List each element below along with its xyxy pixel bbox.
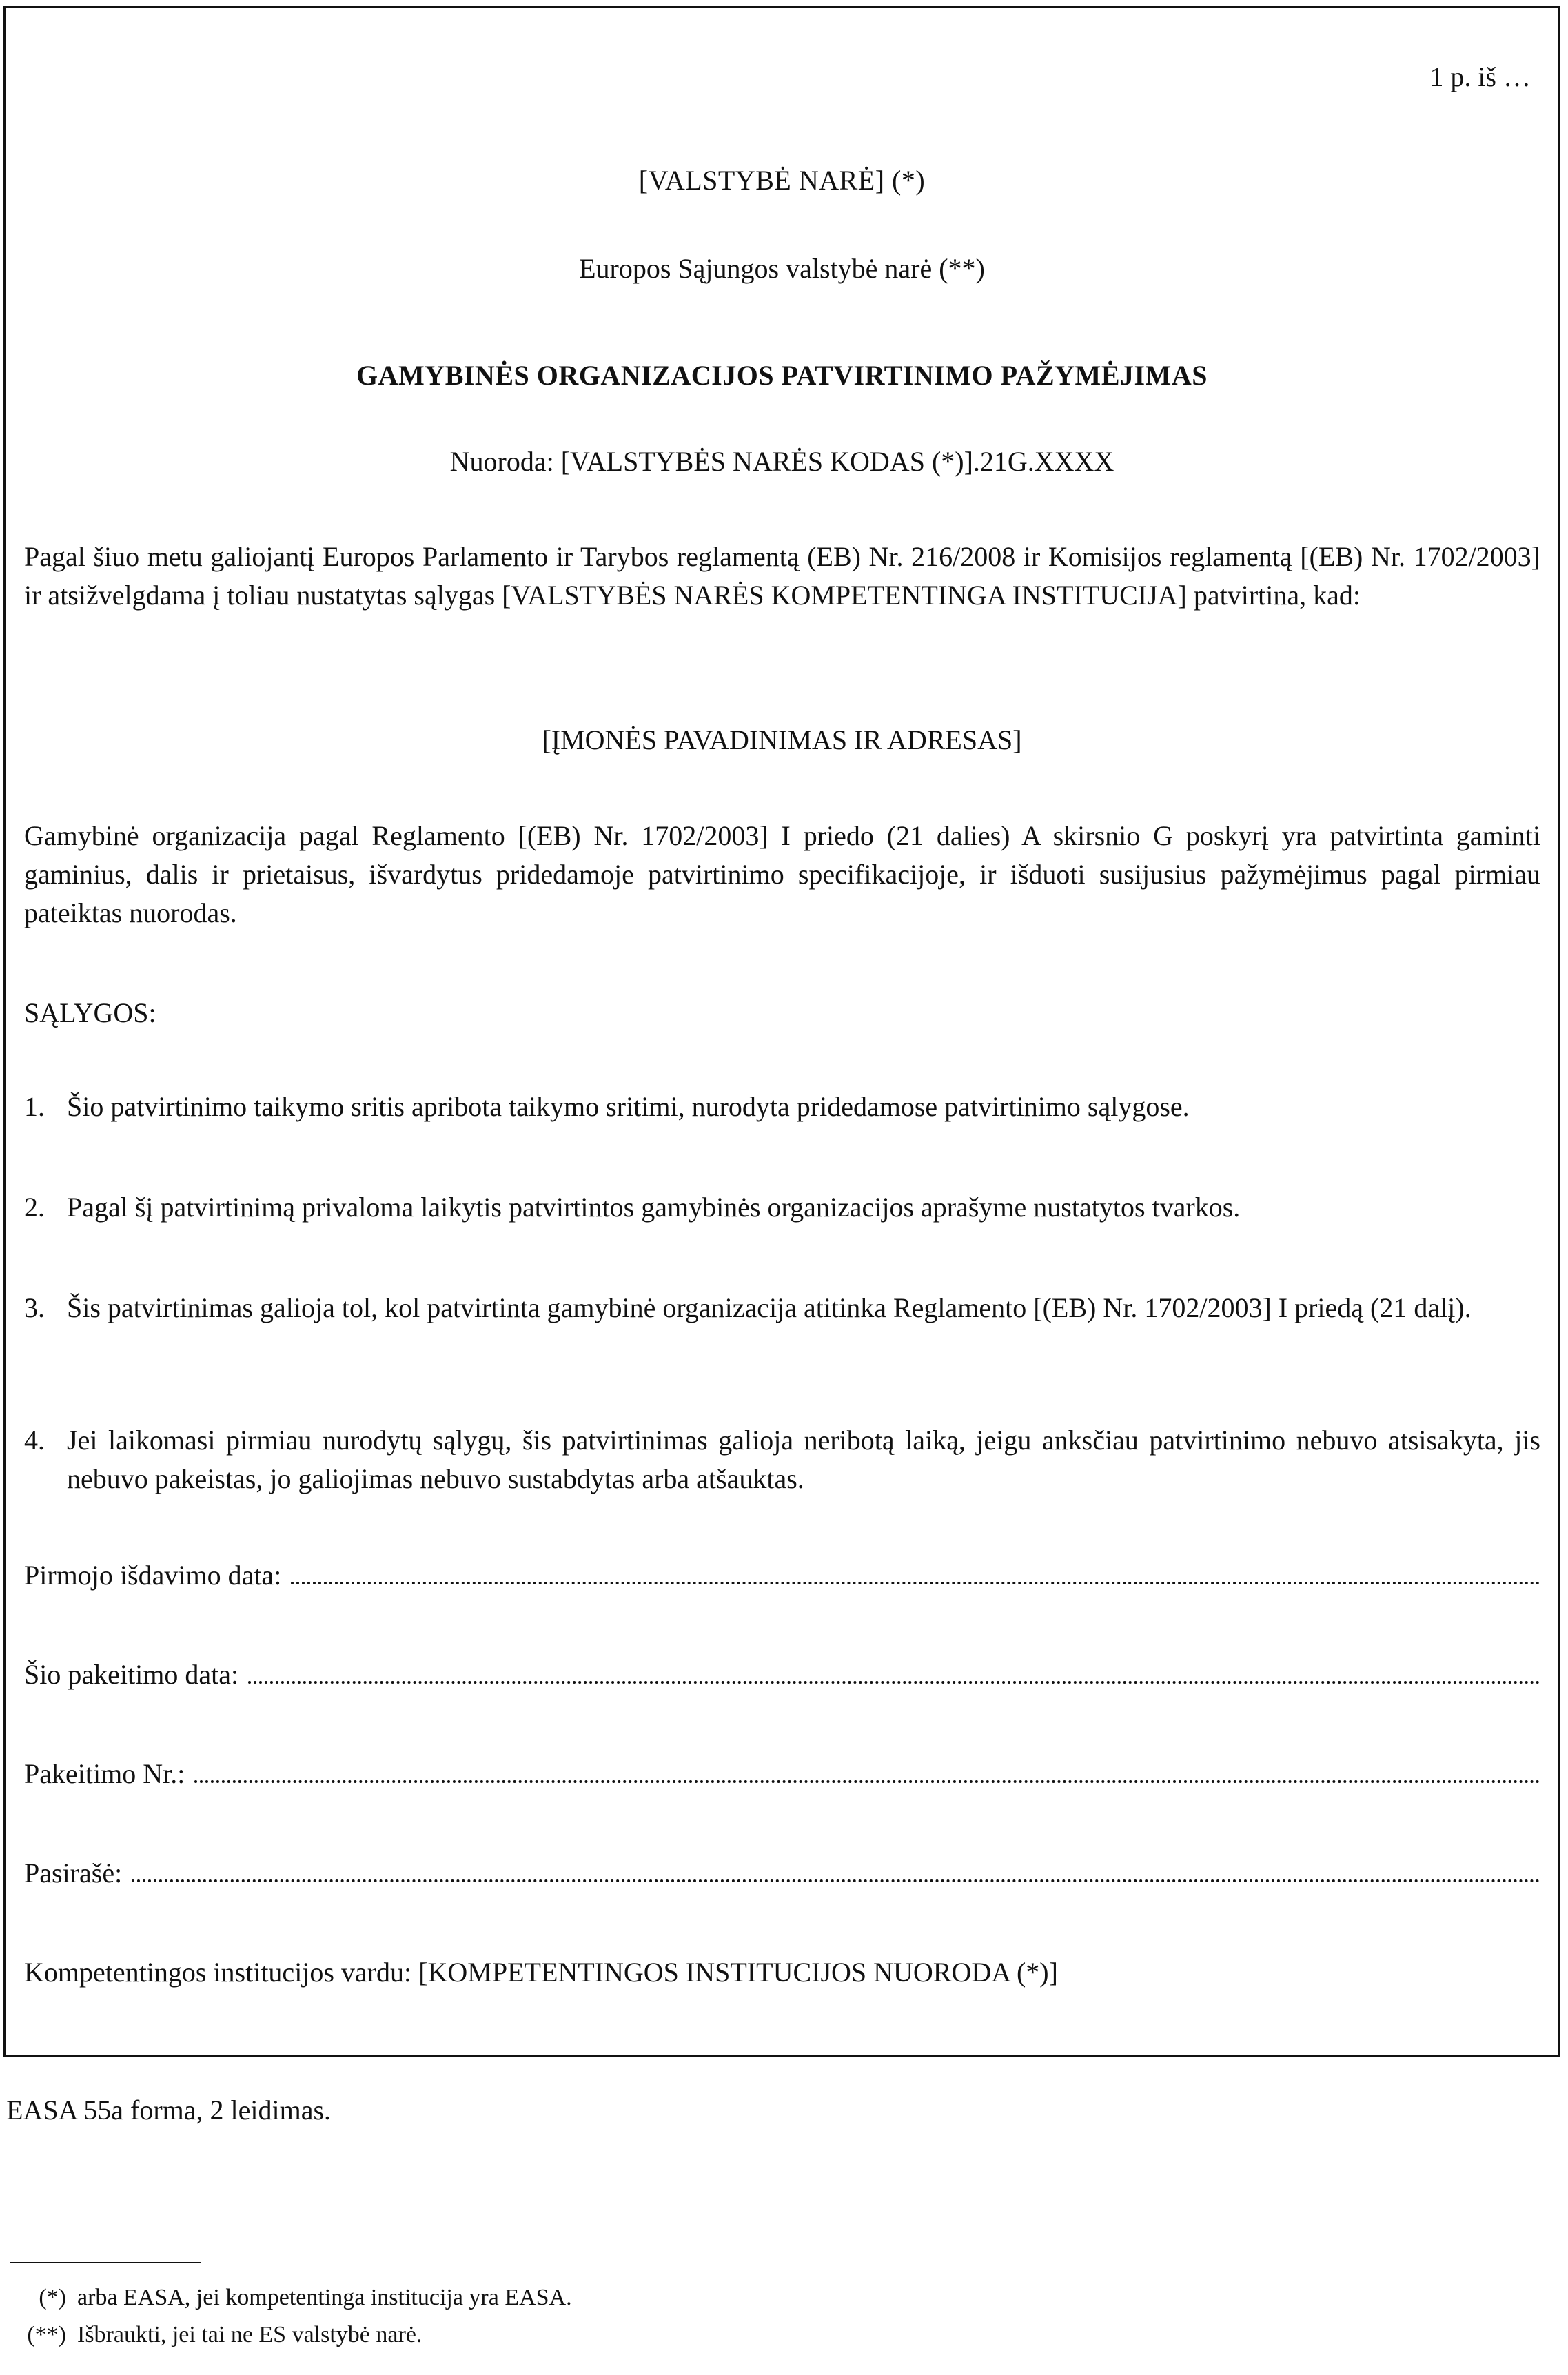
- certificate-form-frame: [3, 6, 1560, 2057]
- member-state-heading: [VALSTYBĖ NARĖ] (*): [638, 165, 926, 196]
- condition-item: [24, 1289, 1540, 1327]
- footnote-mark: (**): [27, 2322, 66, 2347]
- footnote-item: [0, 2283, 572, 2313]
- footnote-divider: [10, 2262, 201, 2263]
- competent-authority-line: Kompetentingos institucijos vardu: [KOMPETENTINGOS INSTITUCIJOS NUORODA (*)]: [24, 1957, 1058, 1988]
- amendment-number-label: Pakeitimo Nr.:: [24, 1758, 185, 1789]
- amendment-date-blank[interactable]: [248, 1656, 1540, 1684]
- approval-statement: Gamybinė organizacija pagal Reglamento [(EB) Nr. 1702/2003] I priedo (21 dalies) A skirsnio G poskyrį yra patvirtinta gaminti gaminius, dalis ir prietaisus, išvardytus pridedamoje patvirtinimo specifikacijoje, ir išduoti susijusius pažymėjimus pagal pirmiau pateiktas nuorodas.: [24, 820, 1540, 928]
- eu-member-state-line: Europos Sąjungos valstybė narė (**): [579, 253, 985, 284]
- amendment-date-field[interactable]: [24, 1655, 1540, 1694]
- signature-field[interactable]: [24, 1854, 1540, 1893]
- condition-text: Jei laikomasi pirmiau nurodytų sąlygų, šis patvirtinimas galioja neribotą laiką, jeigu anksčiau patvirtinimo nebuvo atsisakyta, jis nebuvo pakeistas, jo galiojimas nebuvo sustabdytas arba atšauktas.: [67, 1425, 1540, 1494]
- footnote-mark: (*): [39, 2285, 66, 2310]
- first-issue-date-blank[interactable]: [291, 1557, 1540, 1584]
- condition-item: [24, 1421, 1540, 1498]
- reference-line: Nuoroda: [VALSTYBĖS NARĖS KODAS (*)].21G.XXXX: [449, 446, 1114, 477]
- condition-text: Pagal šį patvirtinimą privaloma laikytis patvirtintos gamybinės organizacijos aprašyme nustatytos tvarkos.: [67, 1192, 1241, 1223]
- footnote-item: [0, 2320, 422, 2350]
- document-title: GAMYBINĖS ORGANIZACIJOS PATVIRTINIMO PAŽYMĖJIMAS: [356, 360, 1208, 391]
- form-caption: EASA 55a forma, 2 leidimas.: [6, 2094, 332, 2126]
- amendment-number-field[interactable]: [24, 1755, 1540, 1793]
- company-name-address: [ĮMONĖS PAVADINIMAS IR ADRESAS]: [542, 724, 1022, 755]
- condition-number: 3.: [24, 1292, 45, 1323]
- signature-blank[interactable]: [132, 1855, 1540, 1882]
- amendment-date-label: Šio pakeitimo data:: [24, 1659, 239, 1690]
- condition-number: 2.: [24, 1192, 45, 1223]
- page-indicator: 1 p. iš …: [1429, 61, 1531, 92]
- condition-text: Šio patvirtinimo taikymo sritis apribota taikymo sritimi, nurodyta pridedamose patvirtinimo sąlygose.: [67, 1091, 1190, 1122]
- condition-item: [24, 1088, 1540, 1126]
- footnote-text: Išbraukti, jei tai ne ES valstybė narė.: [77, 2322, 422, 2347]
- condition-number: 4.: [24, 1425, 45, 1456]
- condition-text: Šis patvirtinimas galioja tol, kol patvirtinta gamybinė organizacija atitinka Reglamento [(EB) Nr. 1702/2003] I priedą (21 dalį).: [67, 1292, 1472, 1323]
- condition-number: 1.: [24, 1091, 45, 1122]
- signature-label: Pasirašė:: [24, 1857, 123, 1888]
- amendment-number-blank[interactable]: [194, 1755, 1540, 1783]
- conditions-heading: SĄLYGOS:: [24, 997, 156, 1028]
- first-issue-date-field[interactable]: [24, 1556, 1540, 1595]
- first-issue-date-label: Pirmojo išdavimo data:: [24, 1560, 282, 1591]
- footnote-text: arba EASA, jei kompetentinga institucija yra EASA.: [77, 2285, 572, 2310]
- intro-paragraph: Pagal šiuo metu galiojantį Europos Parlamento ir Tarybos reglamentą (EB) Nr. 216/2008 ir Komisijos reglamentą [(EB) Nr. 1702/2003] ir atsižvelgdama į toliau nustatytas sąlygas [VALSTYBĖS NARĖS KOMPETENTINGA INSTITUCIJA] patvirtina, kad:: [24, 541, 1540, 611]
- condition-item: [24, 1188, 1540, 1227]
